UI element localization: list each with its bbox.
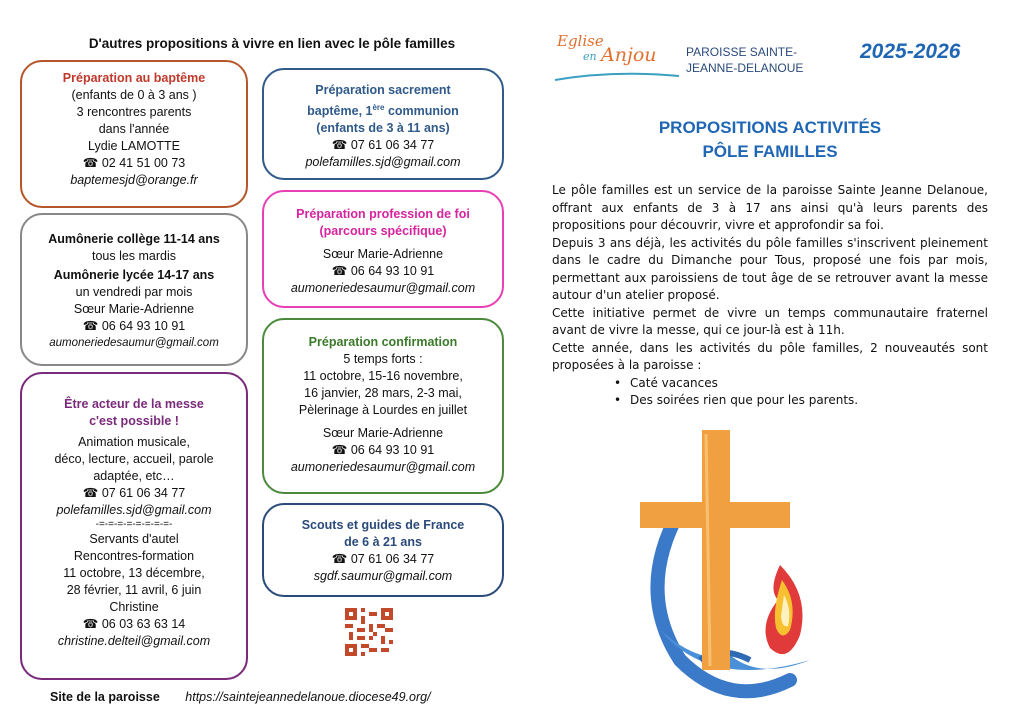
logo-script-en: en [583,50,597,63]
footer [50,690,431,704]
profession-title: Préparation profession de foi [296,207,470,221]
aumonerie-box [20,213,248,366]
acteur-line-2: déco, lecture, accueil, parole [54,452,214,466]
aumonerie-lycee-when: un vendredi par mois [75,285,193,299]
logo-script-anjou: Anjou [601,44,657,66]
servants-dates-1: 11 octobre, 13 décembre, [63,566,205,580]
acteur-separator: -=-=-=-=-=-=-=-=- [95,519,173,530]
servants-dates-2: 28 février, 11 avril, 6 juin [66,583,202,597]
profession-box [262,190,504,308]
confirmation-line-3: 16 janvier, 28 mars, 2-3 mai, [304,386,462,400]
year: 2025-2026 [860,40,961,63]
bapteme-phone: ☎ 02 41 51 00 73 [22,155,246,172]
confirmation-phone: ☎ 06 64 93 10 91 [264,442,502,459]
servants-email[interactable]: christine.delteil@gmail.com [57,634,211,648]
list-item: • Caté vacances [552,375,988,393]
paragraph: Cette année, dans les activités du pôle familles, 2 nouveautés sont proposées à la paroisse : [552,340,988,372]
sacrement-box [262,68,504,180]
sacrement-title-3: (enfants de 3 à 11 ans) [316,121,450,136]
aumonerie-phone: ☎ 06 64 93 10 91 [22,318,246,335]
paragraph: Depuis 3 ans déjà, les activités du pôle familles s'inscrivent pleinement dans le cadre du Dimanche pour Tous, proposé une fois par mois, permettant aux paroissiens de tout âge de se retrouver avant la messe autour d'un atelier proposé. [552,235,988,302]
heading-line-2: PÔLE FAMILLES [702,142,838,161]
confirmation-email[interactable]: aumoneriedesaumur@gmail.com [290,460,476,474]
confirmation-line-4: Pèlerinage à Lourdes en juillet [298,403,468,417]
heading-line-1: PROPOSITIONS ACTIVITÉS [658,118,882,137]
profession-email[interactable]: aumoneriedesaumur@gmail.com [290,281,476,295]
logo-swoosh-icon [553,70,681,84]
servants-contact: Christine [109,600,159,614]
parish-name [686,44,803,76]
sacrement-title-1: Préparation sacrement [315,83,451,97]
aumonerie-contact: Sœur Marie-Adrienne [73,302,195,316]
logo-script-eglise: Eglise [557,32,604,50]
aumonerie-college-when: tous les mardis [91,249,177,263]
scouts-email[interactable]: sgdf.saumur@gmail.com [313,569,453,583]
profession-phone: ☎ 06 64 93 10 91 [264,263,502,280]
aumonerie-lycee-title: Aumônerie lycée 14-17 ans [53,268,215,282]
sacrement-phone: ☎ 07 61 06 34 77 [264,137,502,154]
sacrement-title-2: baptême, 1ère communion [307,103,459,119]
parish-name-1: PAROISSE SAINTE- [686,45,798,59]
acteur-email[interactable]: polefamilles.sjd@gmail.com [56,503,212,517]
scouts-phone: ☎ 07 61 06 34 77 [264,551,502,568]
novelties-list [552,375,988,410]
confirmation-line-1: 5 temps forts : [343,352,423,366]
footer-label: Site de la paroisse [50,690,160,704]
left-column-title: D'autres propositions à vivre en lien avec le pôle familles [88,36,456,51]
acteur-line-3: adaptée, etc… [93,469,175,483]
bapteme-meetings: 3 rencontres parents [76,105,192,119]
bapteme-age: (enfants de 0 à 3 ans ) [71,88,197,102]
footer-url[interactable]: https://saintejeannedelanoue.diocese49.org/ [185,690,431,704]
sacrement-email[interactable]: polefamilles.sjd@gmail.com [305,155,461,170]
servants-title: Servants d'autel [89,532,179,546]
parish-name-2: JEANNE-DELANOUE [686,61,804,75]
list-item: • Des soirées rien que pour les parents. [552,392,988,410]
paragraph: Le pôle familles est un service de la paroisse Sainte Jeanne Delanoue, offrant aux enfants de 3 à 17 ans ainsi qu'à leurs parents des propositions pour découvrir, vivre et approfondir sa foi. [552,183,988,232]
acteur-line-1: Animation musicale, [78,435,190,449]
acteur-subtitle: c'est possible ! [89,414,179,428]
confirmation-contact: Sœur Marie-Adrienne [322,426,444,440]
servants-formation: Rencontres-formation [73,549,195,563]
acteur-phone: ☎ 07 61 06 34 77 [22,485,246,502]
confirmation-line-2: 11 octobre, 15-16 novembre, [303,369,463,383]
profession-subtitle: (parcours spécifique) [319,224,447,238]
paragraph: Cette initiative permet de vivre un temps communautaire fraternel avant de vivre la messe, qui ce jour-là est à 11h. [552,305,988,337]
profession-contact: Sœur Marie-Adrienne [322,247,444,261]
bapteme-title: Préparation au baptême [62,71,206,85]
bapteme-box [20,60,248,208]
qr-code-icon[interactable] [345,608,393,656]
scouts-age: de 6 à 21 ans [344,535,422,549]
bapteme-contact: Lydie LAMOTTE [88,139,180,153]
bapteme-when: dans l'année [98,122,170,136]
acteur-messe-box [20,372,248,680]
intro-text [552,182,988,410]
servants-phone: ☎ 06 03 63 63 14 [22,616,246,633]
scouts-title: Scouts et guides de France [301,518,465,532]
acteur-title: Être acteur de la messe [64,397,204,411]
confirmation-box [262,318,504,494]
aumonerie-college-title: Aumônerie collège 11-14 ans [48,232,220,246]
scouts-box [262,503,504,597]
confirmation-title: Préparation confirmation [308,335,458,349]
cross-illustration-icon [640,430,830,700]
aumonerie-email[interactable]: aumoneriedesaumur@gmail.com [49,337,219,349]
main-heading [552,116,988,164]
bapteme-email[interactable]: baptemesjd@orange.fr [70,173,198,187]
logo [553,32,683,90]
